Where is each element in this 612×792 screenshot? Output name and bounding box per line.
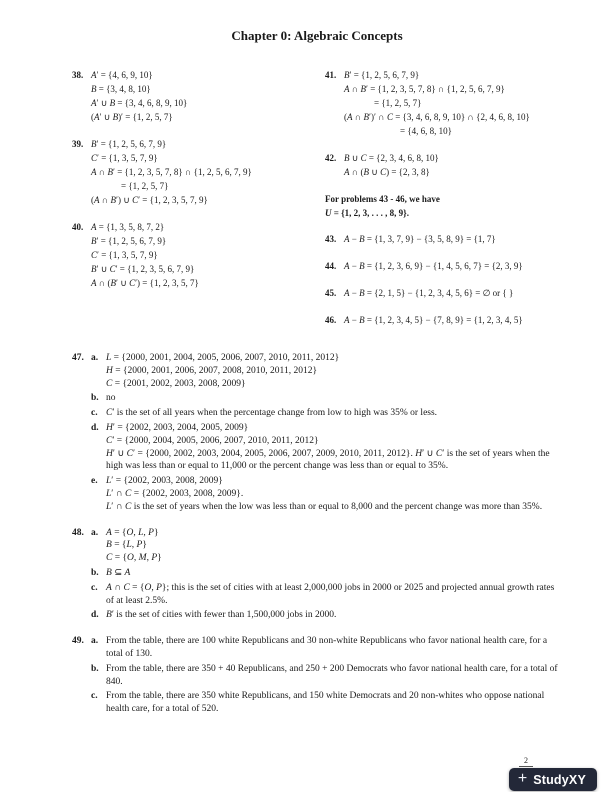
problem-number: 47. xyxy=(72,353,84,363)
text-line: H′ ∪ C′ = {2000, 2002, 2003, 2004, 2005, 2006, 2007, 2009, 2010, 2011, 2012}. H′ ∪ C′ is the set of years when the high was less than or equal to 11,000 or the percent change was less than or equal to 35%. xyxy=(106,448,550,472)
problem-range-note xyxy=(325,192,562,220)
problem-work xyxy=(344,68,562,138)
problem-48 xyxy=(72,527,562,625)
part-text xyxy=(106,527,562,565)
part-label: a. xyxy=(91,636,99,647)
problem-number: 38. xyxy=(72,70,84,80)
part-b xyxy=(91,663,562,689)
problem-45 xyxy=(325,286,562,300)
problem-work xyxy=(91,137,325,207)
problem-number: 44. xyxy=(325,261,337,271)
math-line: B′ = {1, 2, 5, 6, 7, 9} xyxy=(91,236,167,246)
problem-work xyxy=(91,68,325,124)
part-c xyxy=(91,582,562,608)
part-label: b. xyxy=(91,567,99,578)
problem-work xyxy=(344,259,562,273)
text-line: A ∩ C = {O, P}; this is the set of cities with at least 2,000,000 jobs in 2000 or 2025 and projected annual growth rates of at least 2.5%. xyxy=(106,582,555,606)
problem-number: 42. xyxy=(325,153,337,163)
text-line: H′ = {2002, 2003, 2004, 2005, 2009} xyxy=(106,422,249,433)
text-line: From the table, there are 100 white Republicans and 30 non-white Republicans who favor national health care, for a total of 130. xyxy=(106,636,548,659)
text-line: B ⊆ A xyxy=(106,567,131,578)
page-number: 2 xyxy=(519,756,533,767)
part-label: b. xyxy=(91,393,99,404)
part-label: e. xyxy=(91,476,98,487)
problem-number: 39. xyxy=(72,139,84,149)
math-line: B = {3, 4, 8, 10} xyxy=(91,84,151,94)
text-line: L′ ∩ C is the set of years when the low was less than or equal to 8,000 and the percent change was more than 35%. xyxy=(106,501,543,512)
math-line: A ∩ B′ = {1, 2, 3, 5, 7, 8} ∩ {1, 2, 5, 6, 7, 9} xyxy=(344,84,505,94)
part-d xyxy=(91,422,562,473)
note-line: U = {1, 2, 3, . . . , 8, 9}. xyxy=(325,208,409,218)
math-line: A ∩ (B′ ∪ C′) = {1, 2, 3, 5, 7} xyxy=(91,278,199,288)
text-line: C′ = {2000, 2004, 2005, 2006, 2007, 2010, 2011, 2012} xyxy=(106,435,319,446)
part-e xyxy=(91,475,562,513)
text-line: no xyxy=(106,393,116,404)
problem-46 xyxy=(325,313,562,327)
left-column xyxy=(72,68,325,340)
studyxy-logo xyxy=(509,768,597,791)
problem-parts xyxy=(91,635,562,718)
problem-44 xyxy=(325,259,562,273)
problem-number: 41. xyxy=(325,70,337,80)
problem-43 xyxy=(325,232,562,246)
math-line: A − B = {1, 2, 3, 4, 5} − {7, 8, 9} = {1, 2, 3, 4, 5} xyxy=(344,315,523,325)
part-label: a. xyxy=(91,527,99,538)
part-text xyxy=(106,582,562,608)
text-line: B′ is the set of cities with fewer than 1,500,000 jobs in 2000. xyxy=(106,610,337,621)
note-line: For problems 43 - 46, we have xyxy=(325,194,440,204)
text-line: A = {O, L, P} xyxy=(106,527,159,538)
problem-work xyxy=(344,232,562,246)
part-text xyxy=(106,609,562,622)
math-line: A′ ∪ B = {3, 4, 6, 8, 9, 10} xyxy=(91,98,188,108)
text-line: From the table, there are 350 white Republicans, and 150 white Democrats and 20 non-whites who oppose national health care, for a total of 520. xyxy=(106,691,545,715)
text-line: L = {2000, 2001, 2004, 2005, 2006, 2007, 2010, 2011, 2012} xyxy=(106,353,340,363)
problem-work xyxy=(91,220,325,290)
problem-work xyxy=(344,151,562,179)
problem-number: 48. xyxy=(72,527,84,538)
part-label: a. xyxy=(91,353,99,363)
math-line: A − B = {1, 3, 7, 9} − {3, 5, 8, 9} = {1, 7} xyxy=(344,234,496,244)
part-text xyxy=(106,635,562,661)
problem-number: 40. xyxy=(72,222,84,232)
math-line: A − B = {1, 2, 3, 6, 9} − {1, 4, 5, 6, 7} = {2, 3, 9} xyxy=(344,261,523,271)
part-text xyxy=(106,407,562,420)
problem-parts xyxy=(91,527,562,625)
part-c xyxy=(91,407,562,420)
problem-work xyxy=(344,286,562,300)
problem-number: 43. xyxy=(325,234,337,244)
math-line: B′ ∪ C′ = {1, 2, 3, 5, 6, 7, 9} xyxy=(91,264,195,274)
problem-40 xyxy=(72,220,325,290)
problem-number: 45. xyxy=(325,288,337,298)
part-a xyxy=(91,352,562,390)
part-b xyxy=(91,392,562,405)
math-line: A ∩ B′ = {1, 2, 3, 5, 7, 8} ∩ {1, 2, 5, 6, 7, 9} xyxy=(91,167,252,177)
brand-name: StudyXY xyxy=(533,772,586,787)
math-line: = {1, 2, 5, 7} xyxy=(121,181,169,191)
math-line: (A′ ∪ B)′ = {1, 2, 5, 7} xyxy=(91,112,173,122)
problem-47 xyxy=(72,352,562,516)
part-d xyxy=(91,609,562,622)
text-line: H = {2000, 2001, 2006, 2007, 2008, 2010, 2011, 2012} xyxy=(106,365,317,376)
problem-39 xyxy=(72,137,325,207)
math-line: A − B = {2, 1, 5} − {1, 2, 3, 4, 5, 6} = ∅ or { } xyxy=(344,288,514,298)
math-line: C′ = {1, 3, 5, 7, 9} xyxy=(91,250,158,260)
math-line: B′ = {1, 2, 5, 6, 7, 9} xyxy=(91,139,167,149)
problem-42 xyxy=(325,151,562,179)
part-label: b. xyxy=(91,663,99,674)
problem-38 xyxy=(72,68,325,124)
text-line: L′ ∩ C = {2002, 2003, 2008, 2009}. xyxy=(106,488,244,499)
part-label: c. xyxy=(91,582,98,593)
problem-work xyxy=(344,313,562,327)
problem-parts xyxy=(91,352,562,516)
problem-41 xyxy=(325,68,562,138)
text-line: L′ = {2002, 2003, 2008, 2009} xyxy=(106,476,223,487)
text-line: C = {O, M, P} xyxy=(106,553,162,564)
part-label: c. xyxy=(91,408,98,419)
part-label: d. xyxy=(91,422,99,433)
part-c xyxy=(91,690,562,716)
text-line: B = {L, P} xyxy=(106,540,147,551)
part-text xyxy=(106,422,562,473)
math-line: B′ = {1, 2, 5, 6, 7, 9} xyxy=(344,70,420,80)
problem-number: 46. xyxy=(325,315,337,325)
problem-49 xyxy=(72,635,562,718)
text-line: C = {2001, 2002, 2003, 2008, 2009} xyxy=(106,378,246,389)
part-text xyxy=(106,475,562,513)
part-a xyxy=(91,527,562,565)
text-line: From the table, there are 350 + 40 Republicans, and 250 + 200 Democrats who favor national health care, for a total of 840. xyxy=(106,663,558,687)
part-text xyxy=(106,663,562,689)
math-line: = {1, 2, 5, 7} xyxy=(374,98,422,108)
part-label: c. xyxy=(91,691,98,702)
plus-icon: + xyxy=(517,769,528,787)
math-line: = {4, 6, 8, 10} xyxy=(400,126,452,136)
math-line: (A ∩ B′)′ ∩ C = {3, 4, 6, 8, 9, 10} ∩ {2, 4, 6, 8, 10} xyxy=(344,112,530,122)
part-text xyxy=(106,567,562,580)
math-line: A = {1, 3, 5, 8, 7, 2} xyxy=(91,222,165,232)
text-line: C′ is the set of all years when the percentage change from low to high was 35% or less. xyxy=(106,408,438,419)
math-line: (A ∩ B′) ∪ C′ = {1, 2, 3, 5, 7, 9} xyxy=(91,195,208,205)
math-line: A′ = {4, 6, 9, 10} xyxy=(91,70,153,80)
math-line: B ∪ C = {2, 3, 4, 6, 8, 10} xyxy=(344,153,439,163)
set-problems-section xyxy=(72,68,562,340)
chapter-title: Chapter 0: Algebraic Concepts xyxy=(231,28,403,43)
math-line: C′ = {1, 3, 5, 7, 9} xyxy=(91,153,158,163)
math-line: A ∩ (B ∪ C) = {2, 3, 8} xyxy=(344,167,430,177)
part-text xyxy=(106,352,562,390)
part-b xyxy=(91,567,562,580)
word-problems-section xyxy=(72,352,562,718)
part-text xyxy=(106,690,562,716)
part-a xyxy=(91,635,562,661)
problem-number: 49. xyxy=(72,636,84,647)
part-label: d. xyxy=(91,610,99,621)
right-column xyxy=(325,68,562,340)
part-text xyxy=(106,392,562,405)
